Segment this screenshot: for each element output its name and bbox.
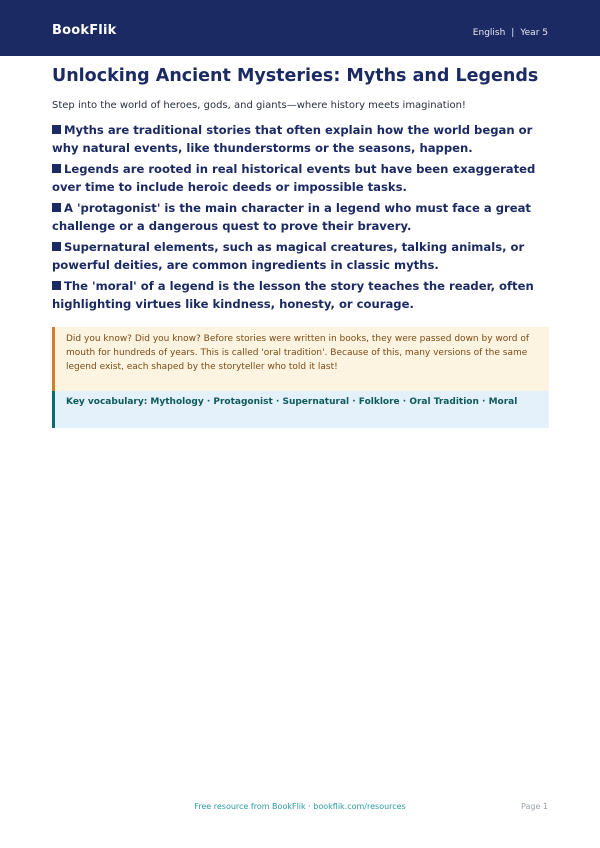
square-bullet-icon	[52, 164, 61, 173]
key-point	[52, 122, 552, 157]
did-you-know-text: Did you know? Did you know? Before stories were written in books, they were passed down by word of mouth for hundreds of years. This is called 'oral tradition'. Because of this, many versions of the same legend exist, each shaped by the storyteller who told it last!	[66, 334, 530, 372]
key-point	[52, 239, 552, 274]
key-point-text: Legends are rooted in real historical events but have been exaggerated over time to include heroic deeds or impossible tasks.	[52, 162, 536, 194]
meta-separator: |	[511, 28, 515, 38]
footer-resource-link[interactable]: Free resource from BookFlik · bookflik.com/resources	[194, 802, 406, 811]
square-bullet-icon	[52, 242, 61, 251]
header-meta	[473, 28, 548, 38]
key-point-text: Myths are traditional stories that often explain how the world began or why natural events, like thunderstorms or the seasons, happen.	[52, 123, 533, 155]
square-bullet-icon	[52, 203, 61, 212]
header-bar	[0, 0, 600, 56]
key-point	[52, 200, 552, 235]
page-title: Unlocking Ancient Mysteries: Myths and Legends	[52, 66, 539, 86]
year-label: Year 5	[520, 28, 548, 38]
subject-label: English	[472, 28, 506, 38]
key-point	[52, 278, 552, 313]
page-number: Page 1	[521, 802, 548, 811]
page-subtitle: Step into the world of heroes, gods, and giants—where history meets imagination!	[52, 100, 466, 111]
key-point-text: A 'protagonist' is the main character in a legend who must face a great challenge or a dangerous quest to prove their bravery.	[52, 201, 531, 233]
did-you-know-callout	[52, 327, 549, 391]
key-vocabulary-box	[52, 391, 549, 428]
key-point-text: The 'moral' of a legend is the lesson the story teaches the reader, often highlighting virtues like kindness, honesty, or courage.	[52, 279, 534, 311]
key-point	[52, 161, 552, 196]
key-vocabulary-text: Key vocabulary: Mythology · Protagonist · Supernatural · Folklore · Oral Tradition · Moral	[66, 397, 518, 407]
square-bullet-icon	[52, 281, 61, 290]
key-point-text: Supernatural elements, such as magical creatures, talking animals, or powerful deities, are common ingredients in classic myths.	[52, 240, 525, 272]
brand-logo-text[interactable]: BookFlik	[52, 23, 117, 38]
key-points-list	[52, 122, 552, 317]
square-bullet-icon	[52, 125, 61, 134]
